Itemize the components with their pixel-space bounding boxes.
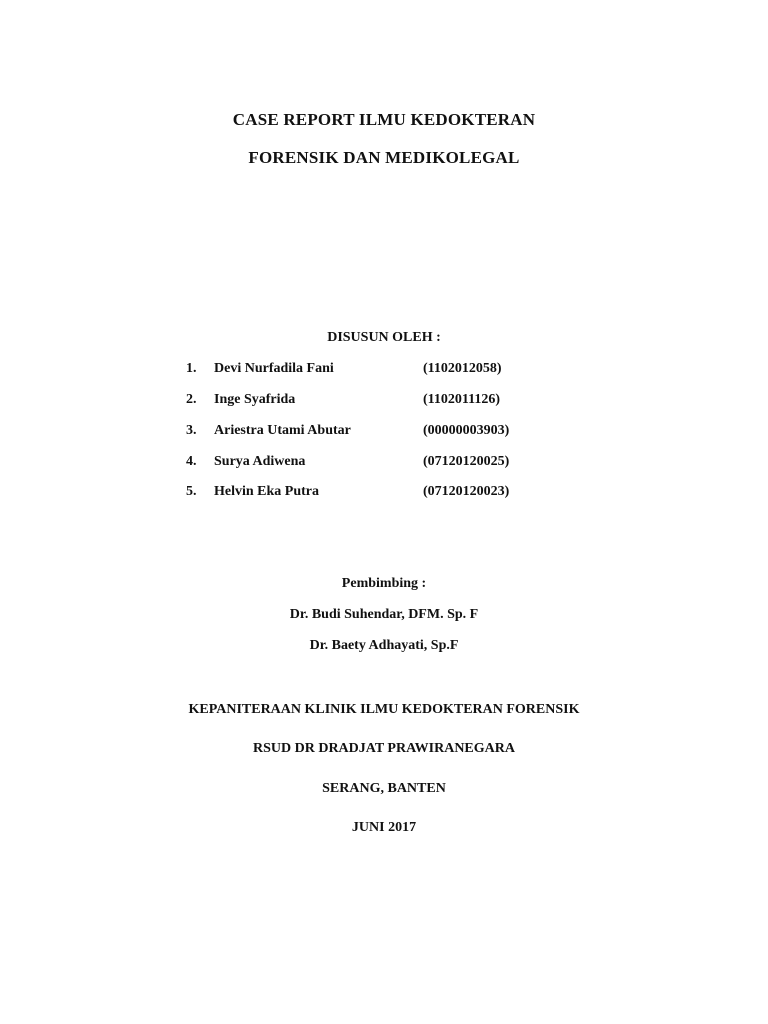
- author-id: (1102011126): [423, 392, 501, 407]
- author-id: (1102012058): [423, 361, 502, 376]
- author-number: 4.: [186, 454, 197, 469]
- author-id: (07120120023): [423, 484, 510, 499]
- author-row: [0, 423, 768, 443]
- institution-line-2: RSUD DR DRADJAT PRAWIRANEGARA: [253, 741, 515, 756]
- author-row: [0, 484, 768, 504]
- supervisor-name: Dr. Baety Adhayati, Sp.F: [309, 638, 459, 653]
- author-name: Helvin Eka Putra: [214, 484, 320, 499]
- author-name: Inge Syafrida: [214, 392, 296, 407]
- author-number: 1.: [186, 361, 197, 376]
- author-number: 3.: [186, 423, 197, 438]
- author-name: Devi Nurfadila Fani: [214, 361, 334, 376]
- title-line-2: FORENSIK DAN MEDIKOLEGAL: [248, 148, 520, 167]
- authors-heading: DISUSUN OLEH :: [327, 330, 441, 345]
- author-name: Surya Adiwena: [214, 454, 306, 469]
- author-number: 2.: [186, 392, 197, 407]
- date: JUNI 2017: [351, 820, 417, 835]
- author-id: (07120120025): [423, 454, 510, 469]
- author-row: [0, 392, 768, 412]
- author-id: (00000003903): [423, 423, 510, 438]
- author-number: 5.: [186, 484, 197, 499]
- author-name: Ariestra Utami Abutar: [214, 423, 351, 438]
- author-row: [0, 454, 768, 474]
- supervisor-name: Dr. Budi Suhendar, DFM. Sp. F: [289, 607, 479, 622]
- supervisor-heading: Pembimbing :: [341, 576, 427, 591]
- title-line-1: CASE REPORT ILMU KEDOKTERAN: [232, 110, 536, 129]
- author-row: [0, 361, 768, 381]
- location: SERANG, BANTEN: [322, 781, 446, 796]
- institution-line-1: KEPANITERAAN KLINIK ILMU KEDOKTERAN FORENSIK: [188, 702, 580, 717]
